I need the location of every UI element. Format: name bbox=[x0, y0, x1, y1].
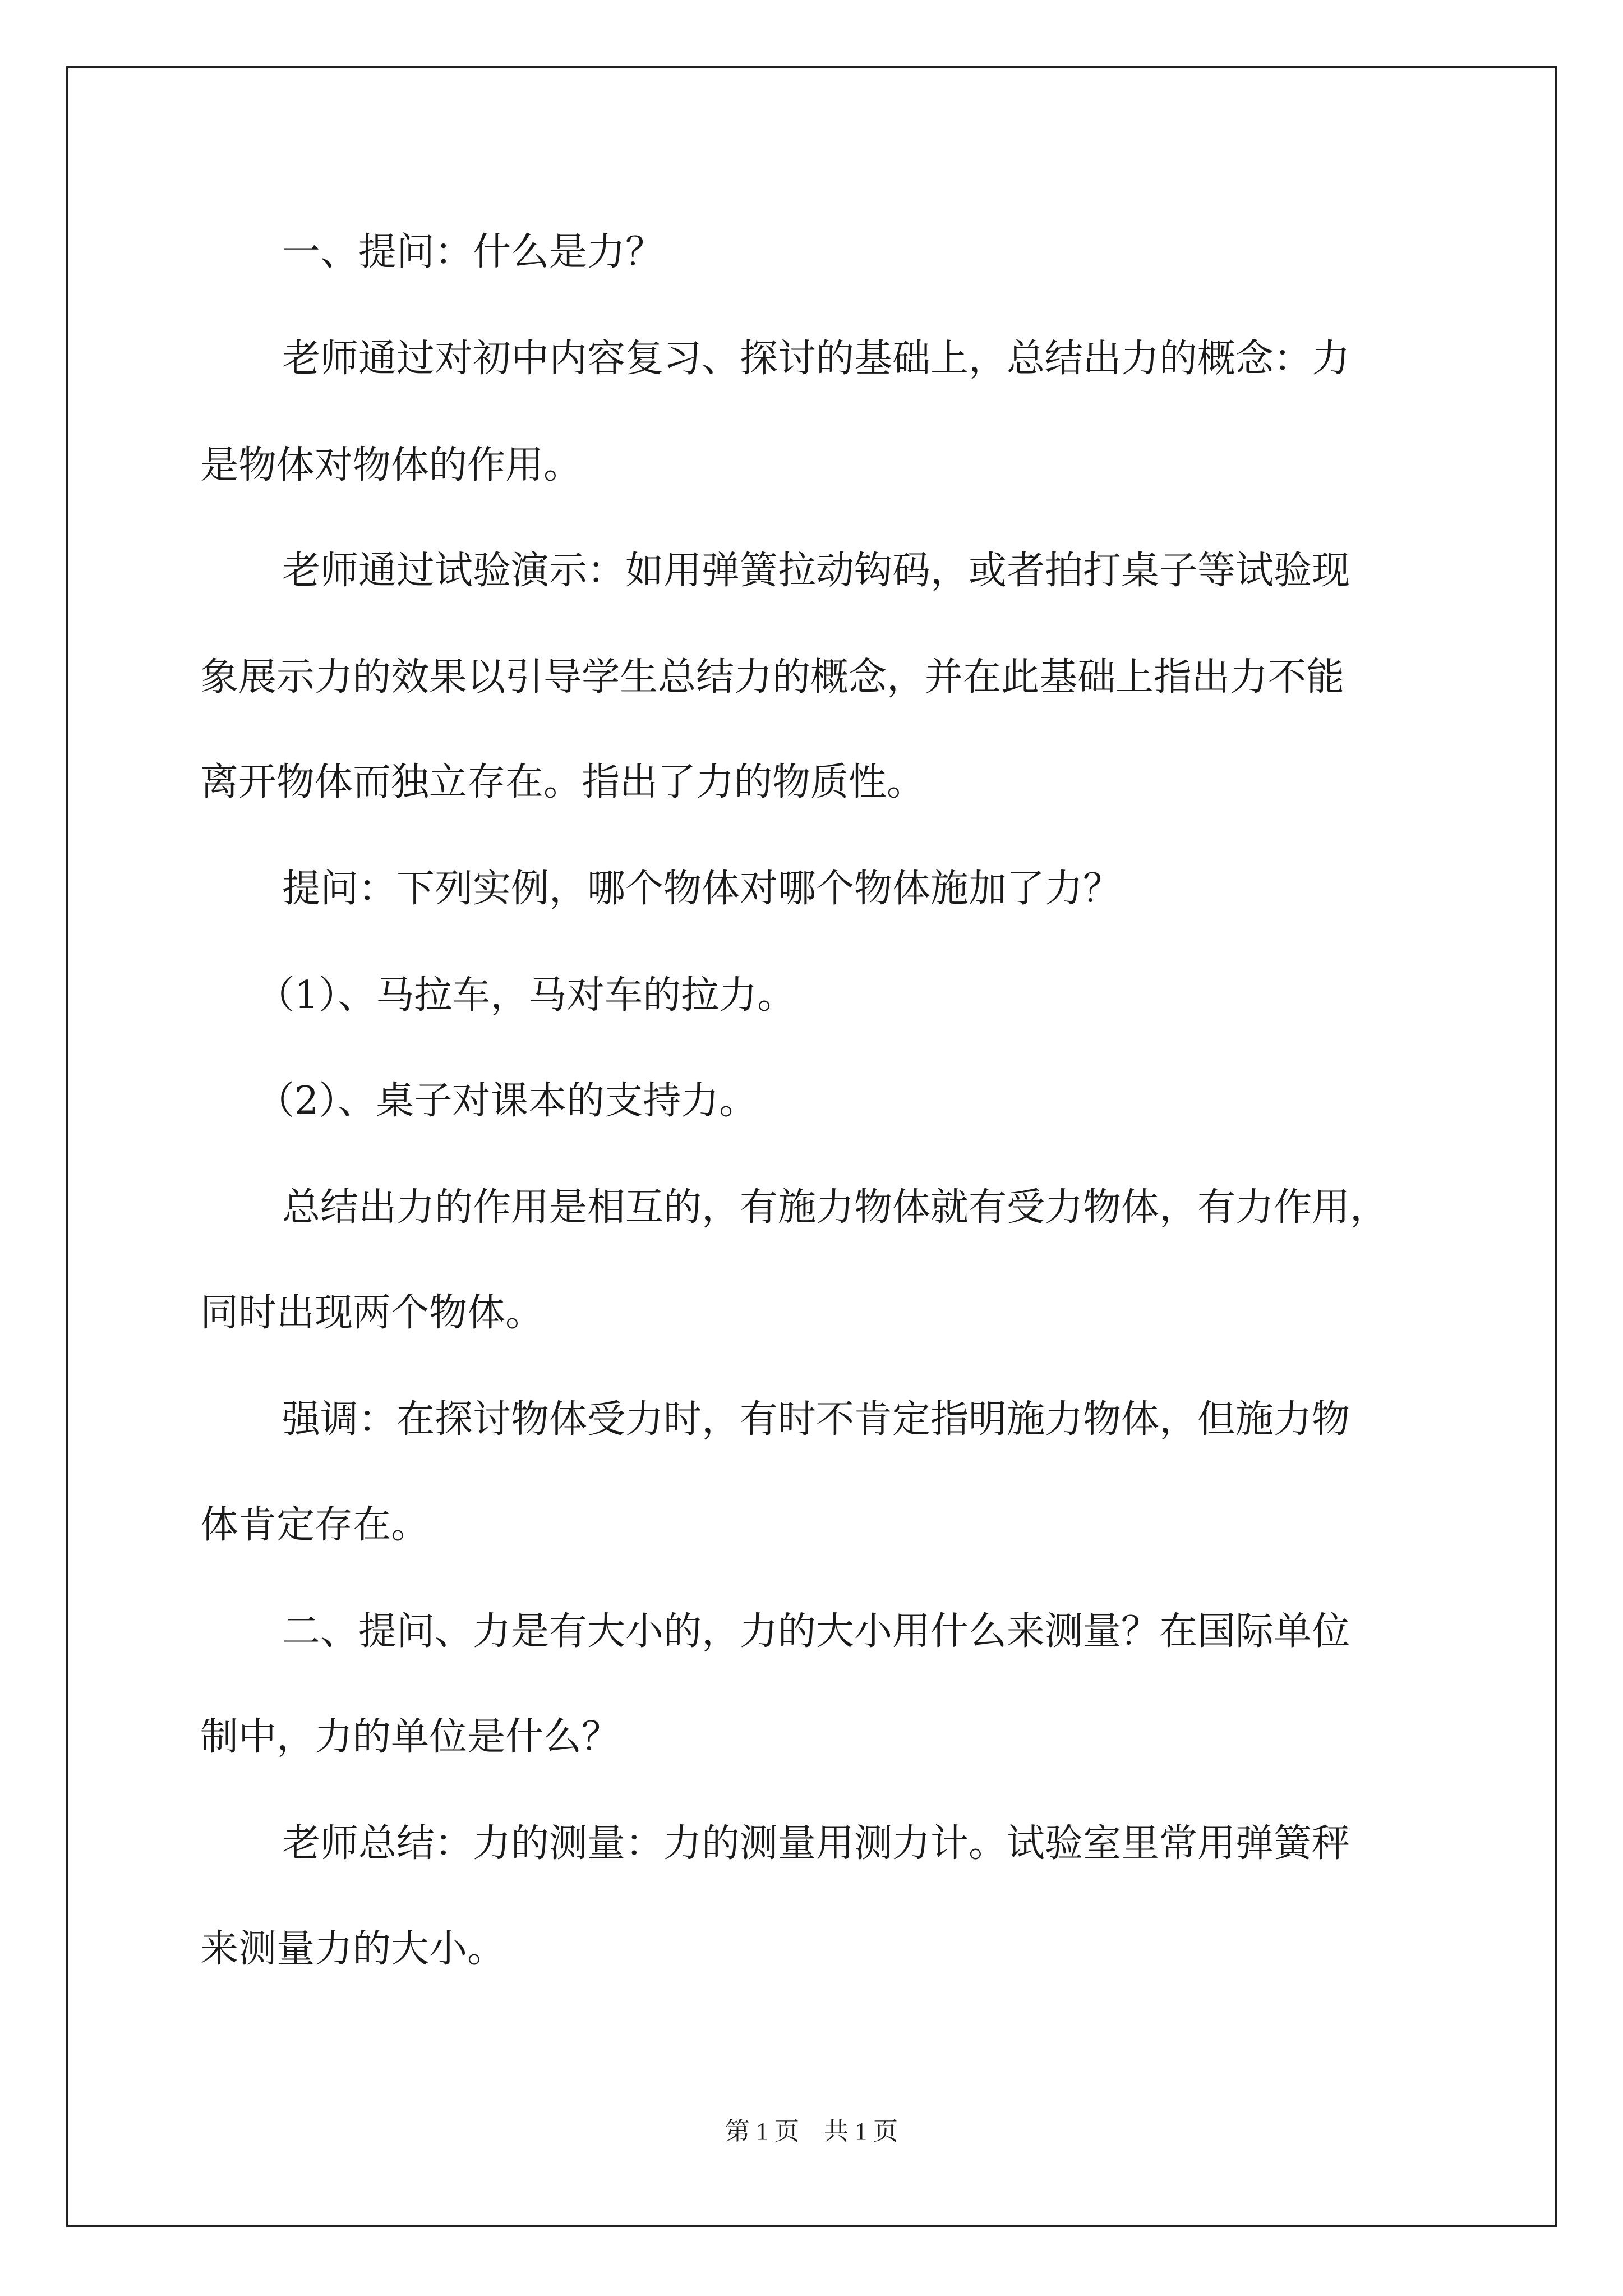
paragraph-line: 同时出现两个物体。 bbox=[200, 1291, 544, 1335]
paragraph-line: 二、提问、力是有大小的，力的大小用什么来测量？在国际单位 bbox=[282, 1609, 1350, 1654]
paragraph-line: 一、提问：什么是力？ bbox=[282, 230, 664, 274]
page-number-footer: 第 1 页 共 1 页 bbox=[725, 2118, 898, 2145]
paragraph-line: 总结出力的作用是相互的，有施力物体就有受力物体，有力作用， bbox=[282, 1185, 1389, 1230]
paragraph-line: 体肯定存在。 bbox=[200, 1503, 430, 1547]
paragraph-line: 老师通过试验演示：如用弹簧拉动钩码，或者拍打桌子等试验现 bbox=[282, 549, 1350, 593]
list-item-2: （2）、桌子对课本的支持力。 bbox=[256, 1079, 758, 1123]
paragraph-line: 老师通过对初中内容复习、探讨的基础上，总结出力的概念：力 bbox=[282, 337, 1350, 381]
paragraph-line: 是物体对物体的作用。 bbox=[200, 443, 582, 487]
paragraph-line: 老师总结：力的测量：力的测量用测力计。试验室里常用弹簧秤 bbox=[282, 1821, 1350, 1866]
paragraph-line: 离开物体而独立存在。指出了力的物质性。 bbox=[200, 760, 925, 804]
paragraph-line: 来测量力的大小。 bbox=[200, 1927, 506, 1971]
page-border bbox=[66, 66, 1557, 2227]
list-item-1: （1）、马拉车，马对车的拉力。 bbox=[256, 973, 796, 1018]
paragraph-line: 象展示力的效果以引导学生总结力的概念，并在此基础上指出力不能 bbox=[200, 655, 1345, 700]
paragraph-line: 提问：下列实例，哪个物体对哪个物体施加了力？ bbox=[282, 867, 1122, 911]
paragraph-line: 制中，力的单位是什么？ bbox=[200, 1715, 620, 1759]
paragraph-line: 强调：在探讨物体受力时，有时不肯定指明施力物体，但施力物 bbox=[282, 1397, 1350, 1442]
